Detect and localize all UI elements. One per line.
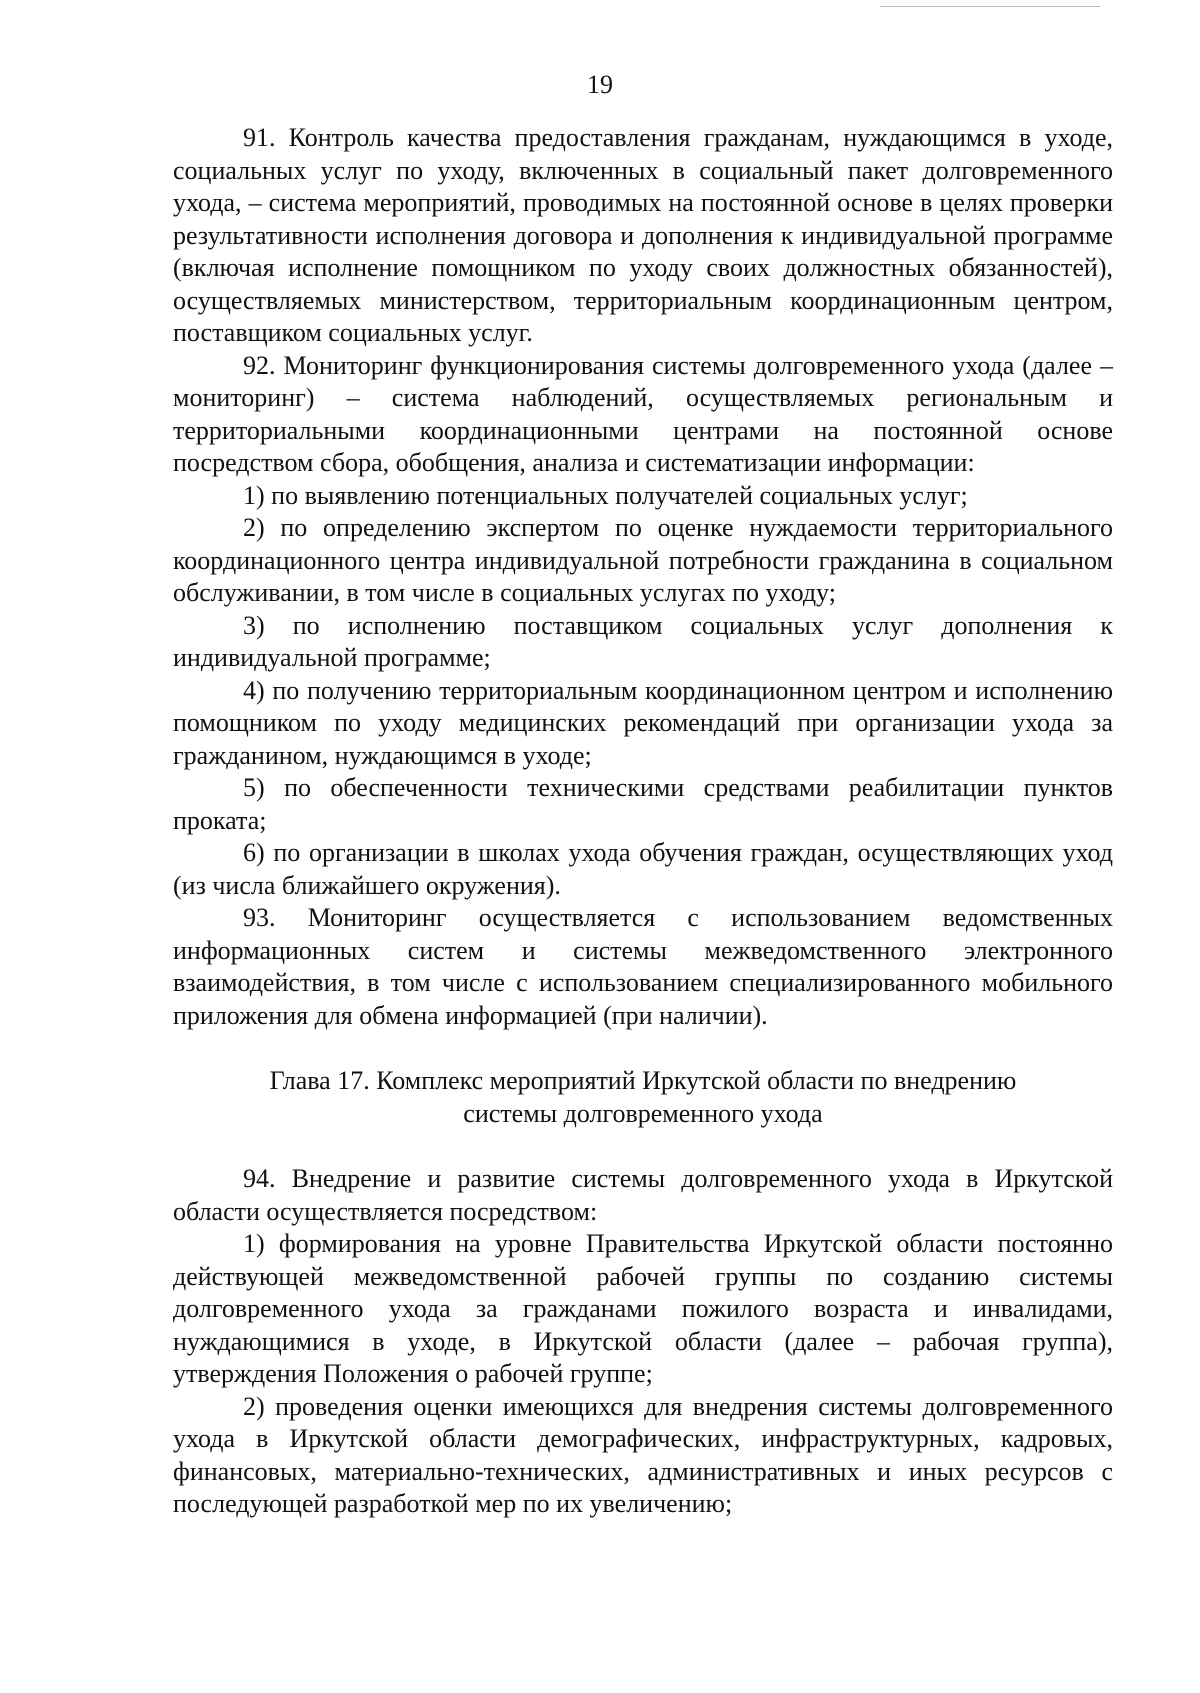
document-body [173,122,1113,1521]
list-item-94-1: 1) формирования на уровне Правительства Иркутской области постоянно действующей межведомственной рабочей группы по созданию системы долговременного ухода за гражданами пожилого возраста и инвалидами, нуждающимися в уходе, в Иркутской области (далее – рабочая группа), утверждения Положения о рабочей группе; [173,1229,1113,1388]
paragraph-92: 92. Мониторинг функционирования системы долговременного ухода (далее – мониторинг) – система наблюдений, осуществляемых региональным и территориальными координационными центрами на постоянной основе посредством сбора, обобщения, анализа и систематизации информации: [173,350,1113,477]
list-item-92-3: 3) по исполнению поставщиком социальных услуг дополнения к индивидуальной программе; [173,610,1113,672]
list-item-92-2: 2) по определению экспертом по оценке нуждаемости территориального координационного центра индивидуальной потребности гражданина в социальном обслуживании, в том числе в социальных услугах по уходу; [173,513,1113,607]
list-item-92-1: 1) по выявлению потенциальных получателей социальных услуг; [243,480,968,510]
paragraph-94: 94. Внедрение и развитие системы долговременного ухода в Иркутской области осуществляется посредством: [173,1164,1113,1226]
paragraph-93: 93. Мониторинг осуществляется с использованием ведомственных информационных систем и системы межведомственного электронного взаимодействия, в том числе с использованием специализированного мобильного приложения для обмена информацией (при наличии). [173,903,1113,1030]
list-item-92-4: 4) по получению территориальным координационном центром и исполнению помощником по уходу медицинских рекомендаций при организации ухода за гражданином, нуждающимся в уходе; [173,675,1113,770]
paragraph-91: 91. Контроль качества предоставления гражданам, нуждающимся в уходе, социальных услуг по уходу, включенных в социальный пакет долговременного ухода, – система мероприятий, проводимых на постоянной основе в целях проверки результативности исполнения договора и дополнения к индивидуальной программе (включая исполнение помощником по уходу своих должностных обязанностей), осуществляемых министерством, территориальным координационным центром, поставщиком социальных услуг. [173,123,1113,347]
list-item-92-6: 6) по организации в школах ухода обучения граждан, осуществляющих уход (из числа ближайшего окружения). [173,838,1113,900]
page-number: 19 [587,70,613,99]
top-edge-rule [880,6,1100,7]
chapter-title-line-2: системы долговременного ухода [463,1098,823,1128]
chapter-title-line-1: Глава 17. Комплекс мероприятий Иркутской области по внедрению [269,1066,1017,1095]
list-item-92-5: 5) по обеспеченности техническими средствами реабилитации пунктов проката; [173,773,1113,835]
list-item-94-2: 2) проведения оценки имеющихся для внедрения системы долговременного ухода в Иркутской области демографических, инфраструктурных, кадровых, финансовых, материально-технических, административных и иных ресурсов с последующей разработкой мер по их увеличению; [173,1391,1113,1518]
